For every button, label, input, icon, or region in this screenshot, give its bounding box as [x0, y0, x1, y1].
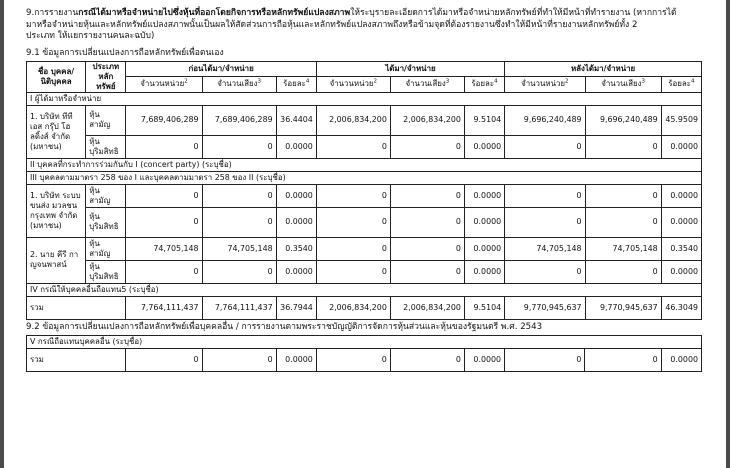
header-pct: ร้อยละ$^4$: [464, 77, 504, 93]
value-cell: 0.0000: [464, 348, 504, 371]
intro-bold: กรณีได้มาหรือจำหน่ายไปซึ่งหุ้นที่ออกโดยกิจการหรือหลักทรัพย์แปลงสภาพ: [78, 8, 351, 18]
value-cell: 74,705,148: [202, 237, 276, 260]
table-row: [27, 237, 702, 260]
total-row: [27, 348, 702, 371]
intro-paragraph: [26, 8, 702, 43]
value-cell: 0: [202, 348, 276, 371]
value-cell: 0: [126, 135, 202, 158]
value-cell: 2,006,834,200: [316, 296, 390, 319]
value-cell: 0.0000: [276, 348, 316, 371]
left-frame-edge: [0, 0, 4, 468]
value-cell: 0.0000: [276, 184, 316, 207]
value-cell: 0: [585, 260, 661, 283]
intro-line1: ให้ระบุรายละเอียดการได้มาหรือจำหน่ายหลักทรัพย์ที่ทำให้มีหน้าที่ทำรายงาน (หากการได้: [350, 8, 677, 18]
value-cell: 0.0000: [276, 135, 316, 158]
value-cell: 0.0000: [464, 260, 504, 283]
intro-prefix: 9.การรายงาน: [26, 8, 79, 18]
value-cell: 0.0000: [464, 135, 504, 158]
value-cell: 0: [202, 260, 276, 283]
value-cell: 0.0000: [276, 207, 316, 237]
intro-line3: ประเภท ให้แยกรายงานคนละฉบับ): [26, 31, 155, 41]
report-content: [26, 8, 702, 372]
security-type: หุ้น บุริมสิทธิ: [86, 260, 126, 283]
value-cell: 0.0000: [464, 184, 504, 207]
security-type: หุ้น สามัญ: [86, 105, 126, 135]
value-cell: 74,705,148: [585, 237, 661, 260]
header-votes: จำนวนเสียง$^3$: [202, 77, 276, 93]
value-cell: 0.0000: [661, 348, 701, 371]
value-cell: 0: [316, 207, 390, 237]
holdings-table-self: [26, 61, 702, 320]
value-cell: 0: [585, 184, 661, 207]
value-cell: 2,006,834,200: [316, 105, 390, 135]
value-cell: 36.7944: [276, 296, 316, 319]
value-cell: 0.0000: [661, 260, 701, 283]
value-cell: 0: [390, 260, 464, 283]
security-type: หุ้น สามัญ: [86, 184, 126, 207]
header-after: หลังได้มา/จำหน่าย: [505, 61, 702, 77]
value-cell: 0: [585, 348, 661, 371]
header-during: ได้มา/จำหน่าย: [316, 61, 504, 77]
value-cell: 0: [505, 348, 585, 371]
value-cell: 0: [126, 207, 202, 237]
header-units: จำนวนหน่วย$^2$: [126, 77, 202, 93]
right-frame-edge: [726, 0, 730, 468]
group-label-concert-party: II บุคคลที่กระทำการร่วมกันกับ I (concert party) (ระบุชื่อ): [27, 158, 702, 171]
header-pct: ร้อยละ$^4$: [661, 77, 701, 93]
value-cell: 9,770,945,637: [505, 296, 585, 319]
value-cell: 0.3540: [276, 237, 316, 260]
value-cell: 0: [126, 184, 202, 207]
value-cell: 46.3049: [661, 296, 701, 319]
value-cell: 74,705,148: [126, 237, 202, 260]
group-row-4: [27, 283, 702, 296]
value-cell: 7,764,111,437: [202, 296, 276, 319]
value-cell: 0.0000: [661, 135, 701, 158]
value-cell: 0: [390, 184, 464, 207]
value-cell: 74,705,148: [505, 237, 585, 260]
holdings-table-others: [26, 335, 702, 372]
value-cell: 0: [126, 348, 202, 371]
header-name: ชื่อ บุคคล/นิติบุคคล: [27, 61, 86, 92]
value-cell: 0.0000: [464, 237, 504, 260]
value-cell: 9.5104: [464, 105, 504, 135]
value-cell: 7,689,406,289: [126, 105, 202, 135]
value-cell: 2,006,834,200: [390, 105, 464, 135]
header-row-top: [27, 61, 702, 77]
group-row-1: [27, 92, 702, 105]
value-cell: 0: [202, 207, 276, 237]
table-row: [27, 135, 702, 158]
value-cell: 9,696,240,489: [585, 105, 661, 135]
value-cell: 9.5104: [464, 296, 504, 319]
intro-line2: มาหรือจำหน่ายหุ้นและหลักทรัพย์แปลงสภาพนั้นเป็นผลให้สัดส่วนการถือหุ้นและหลักทรัพย์แปลงสภาพถึงหรือข้ามจุดที่ต้องรายงานซึ่งทำให้มีหน้าที่รายงานหลักทรัพย์ทั้ง 2: [26, 19, 638, 30]
value-cell: 36.4404: [276, 105, 316, 135]
value-cell: 0: [505, 260, 585, 283]
group-row-3: [27, 171, 702, 184]
value-cell: 0: [390, 135, 464, 158]
security-type: หุ้น บุริมสิทธิ: [86, 135, 126, 158]
group-label-nominee: IV กรณีให้บุคคลอื่นถือแทน5 (ระบุชื่อ): [27, 283, 702, 296]
header-before: ก่อนได้มา/จำหน่าย: [126, 61, 316, 77]
value-cell: 7,764,111,437: [126, 296, 202, 319]
value-cell: 2,006,834,200: [390, 296, 464, 319]
value-cell: 0.0000: [464, 207, 504, 237]
value-cell: 0: [202, 184, 276, 207]
value-cell: 9,770,945,637: [585, 296, 661, 319]
value-cell: 0: [505, 207, 585, 237]
security-type: หุ้น สามัญ: [86, 237, 126, 260]
value-cell: 0.0000: [661, 184, 701, 207]
value-cell: 0: [316, 348, 390, 371]
value-cell: 0: [202, 135, 276, 158]
value-cell: 0: [390, 348, 464, 371]
group-label-held-for-others: V กรณีถือแทนบุคคลอื่น (ระบุชื่อ): [27, 335, 702, 348]
value-cell: 9,696,240,489: [505, 105, 585, 135]
entity-name: 1. บริษัท ทีที เอส กรุ๊ป โฮ ลดิ้งส์ จำกัด (มหาชน): [27, 105, 86, 158]
header-row-sub: [27, 77, 702, 93]
value-cell: 0: [316, 260, 390, 283]
header-units: จำนวนหน่วย$^2$: [505, 77, 585, 93]
header-pct: ร้อยละ$^4$: [276, 77, 316, 93]
value-cell: 7,689,406,289: [202, 105, 276, 135]
group-row-5: [27, 335, 702, 348]
header-votes: จำนวนเสียง$^3$: [390, 77, 464, 93]
value-cell: 0: [505, 184, 585, 207]
value-cell: 0: [316, 237, 390, 260]
header-units: จำนวนหน่วย$^2$: [316, 77, 390, 93]
group-label-acquirer: I ผู้ได้มาหรือจำหน่าย: [27, 92, 702, 105]
value-cell: 0: [505, 135, 585, 158]
group-row-2: [27, 158, 702, 171]
table-row: [27, 207, 702, 237]
total-label: รวม: [27, 296, 126, 319]
header-votes: จำนวนเสียง$^3$: [585, 77, 661, 93]
value-cell: 0: [316, 184, 390, 207]
table-row: [27, 184, 702, 207]
value-cell: 0: [390, 237, 464, 260]
value-cell: 45.9509: [661, 105, 701, 135]
value-cell: 0.0000: [661, 207, 701, 237]
value-cell: 0: [126, 260, 202, 283]
header-security-type: ประเภท หลักทรัพย์: [86, 61, 126, 92]
table-row: [27, 105, 702, 135]
value-cell: 0.0000: [276, 260, 316, 283]
value-cell: 0.3540: [661, 237, 701, 260]
section-9-2-title: 9.2 ข้อมูลการเปลี่ยนแปลงการถือหลักทรัพย์เพื่อบุคคลอื่น / การรายงานตามพระราชบัญญัติการจัดการหุ้นส่วนและหุ้นของรัฐมนตรี พ.ศ. 2543: [26, 321, 543, 332]
value-cell: 0: [585, 135, 661, 158]
section-9-1-title: 9.1 ข้อมูลการเปลี่ยนแปลงการถือหลักทรัพย์เพื่อตนเอง: [26, 47, 224, 58]
group-label-section-258: III บุคคลตามมาตรา 258 ของ I และบุคคลตามมาตรา 258 ของ II (ระบุชื่อ): [27, 171, 702, 184]
value-cell: 0: [316, 135, 390, 158]
value-cell: 0: [390, 207, 464, 237]
table-row: [27, 260, 702, 283]
total-row: [27, 296, 702, 319]
security-type: หุ้น บุริมสิทธิ: [86, 207, 126, 237]
total-label: รวม: [27, 348, 126, 371]
entity-name: 2. นาย คีรี กา ญจนพาสน์: [27, 237, 86, 283]
value-cell: 0: [585, 207, 661, 237]
entity-name: 1. บริษัท ระบบขนส่ง มวลชน กรุงเทพ จำกัด (มหาชน): [27, 184, 86, 237]
